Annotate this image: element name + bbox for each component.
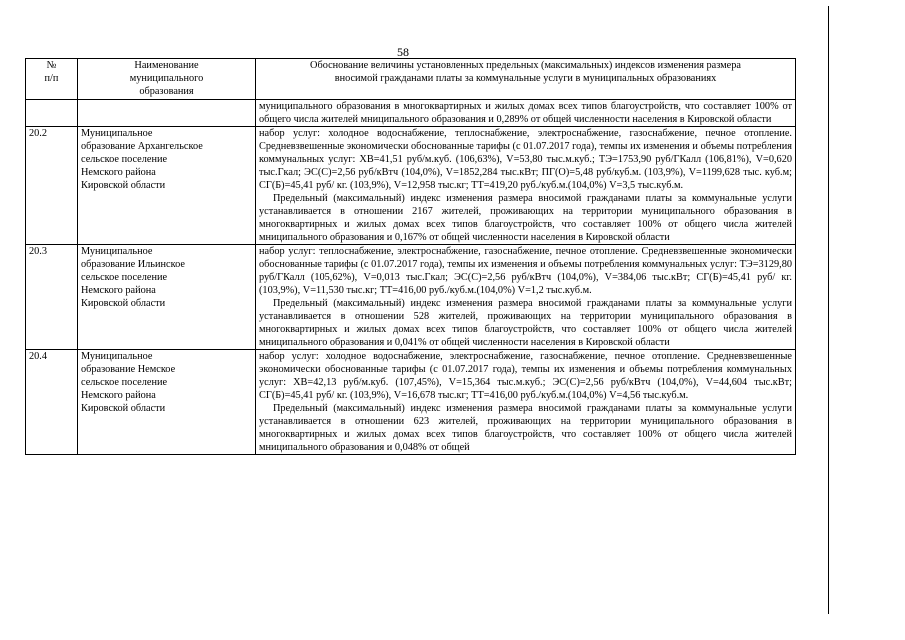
row-number: 20.3	[26, 245, 78, 350]
municipality-name	[78, 100, 256, 127]
justification-paragraph: набор услуг: холодное водоснабжение, электроснабжение, газоснабжение, печное отопление. Средневзвешенные экономически обоснованные тарифы (с 01.07.2017 года), темпы их изменения и объемы потребления коммунальных услуг: ХВ=42,13 руб/м.куб. (107,45%), V=15,364 тыс.м.куб.; ЭС(С)=2,56 руб/кВтч (104,0%), V=44,604 тыс.кВт; СГ(Б)=45,41 руб/ кг. (103,9%), V=16,678 тыс.кг; ТТ=416,00 руб./куб.м.(104,0%) V=4,56 тыс.куб.м.	[259, 351, 792, 401]
justification-paragraph: Предельный (максимальный) индекс изменения размера вносимой гражданами платы за коммунальные услуги устанавливается в отношении 2167 жителей, проживающих на территории муниципального образования в многоквартирных и жилых домах всех типов благоустройств, что составляет 100% от общего числа жителей мниципального образования и 0,167% от общей численности населения в Кировской области	[259, 193, 792, 243]
municipality-name: Муниципальное образование Немское сельское поселение Немского района Кировской области	[78, 350, 256, 455]
justification-paragraph: набор услуг: теплоснабжение, электроснабжение, газоснабжение, печное отопление. Средневзвешенные экономически обоснованные тарифы (с 01.07.2017 года), темпы их изменения и объемы потребления коммунальных услуг: ТЭ=3129,80 руб/ГКалл (105,62%), V=0,013 тыс.Гкал; ЭС(С)=2,56 руб/кВтч (104,0%), V=384,06 тыс.кВт; СГ(Б)=45,41 руб/ кг. (103,9%), V=11,530 тыс.кг; ТТ=416,00 руб./куб.м.(104,0%) V=1,2 тыс.куб.м.	[259, 246, 792, 296]
table-row	[26, 127, 796, 245]
justification-paragraph: Предельный (максимальный) индекс изменения размера вносимой гражданами платы за коммунальные услуги устанавливается в отношении 623 жителей, проживающих на территории муниципального образования в многоквартирных и жилых домах всех типов благоустройств, что составляет 100% от общего числа жителей мниципального образования и 0,048% от общей	[259, 403, 792, 453]
justification-text	[256, 350, 796, 455]
row-number	[26, 100, 78, 127]
justification-paragraph: Предельный (максимальный) индекс изменения размера вносимой гражданами платы за коммунальные услуги устанавливается в отношении 528 жителей, проживающих на территории муниципального образования в многоквартирных и жилых домах всех типов благоустройств, что составляет 100% от общего числа жителей мниципального образования и 0,041% от общей численности населения в Кировской области	[259, 298, 792, 348]
page-number: 58	[397, 45, 409, 59]
justification-text	[256, 245, 796, 350]
table-row	[26, 350, 796, 455]
row-number: 20.4	[26, 350, 78, 455]
row-number: 20.2	[26, 127, 78, 245]
municipality-name: Муниципальное образование Ильинское сельское поселение Немского района Кировской области	[78, 245, 256, 350]
header-municipality: Наименование муниципального образования	[78, 59, 256, 100]
table-row	[26, 245, 796, 350]
justification-text	[256, 100, 796, 127]
header-justification: Обоснование величины установленных предельных (максимальных) индексов изменения размера вносимой гражданами платы за коммунальные услуги в муниципальных образованиях	[256, 59, 796, 100]
municipality-name: Муниципальное образование Архангельское сельское поселение Немского района Кировской области	[78, 127, 256, 245]
tariff-index-table	[25, 58, 796, 455]
header-number: № п/п	[26, 59, 78, 100]
justification-paragraph: набор услуг: холодное водоснабжение, теплоснабжение, электроснабжение, газоснабжение, печное отопление. Средневзвешенные экономически обоснованные тарифы (с 01.07.2017 года), темпы их изменения и объемы потребления коммунальных услуг: ХВ=41,51 руб/м.куб. (106,63%), V=53,80 тыс.м.куб.; ТЭ=1753,90 руб/ГКалл (106,81%), V=0,620 тыс.Гкал; ЭС(С)=2,56 руб/кВтч (104,0%), V=1852,284 тыс.кВт; ПГ(О)=5,48 руб/куб.м. (103,9%), V=1199,628 тыс. куб.м; СГ(Б)=45,41 руб/ кг. (103,9%), V=12,958 тыс.кг; ТТ=419,20 руб./куб.м.(104,0%) V=3,5 тыс.куб.м.	[259, 128, 792, 191]
table-row	[26, 100, 796, 127]
justification-text	[256, 127, 796, 245]
table-header-row	[26, 59, 796, 100]
scan-edge-line	[828, 6, 829, 614]
justification-paragraph: муниципального образования в многоквартирных и жилых домах всех типов благоустройств, что составляет 100% от общего числа жителей мниципального образования и 0,289% от общей численности населения в Кировской области	[259, 101, 792, 125]
